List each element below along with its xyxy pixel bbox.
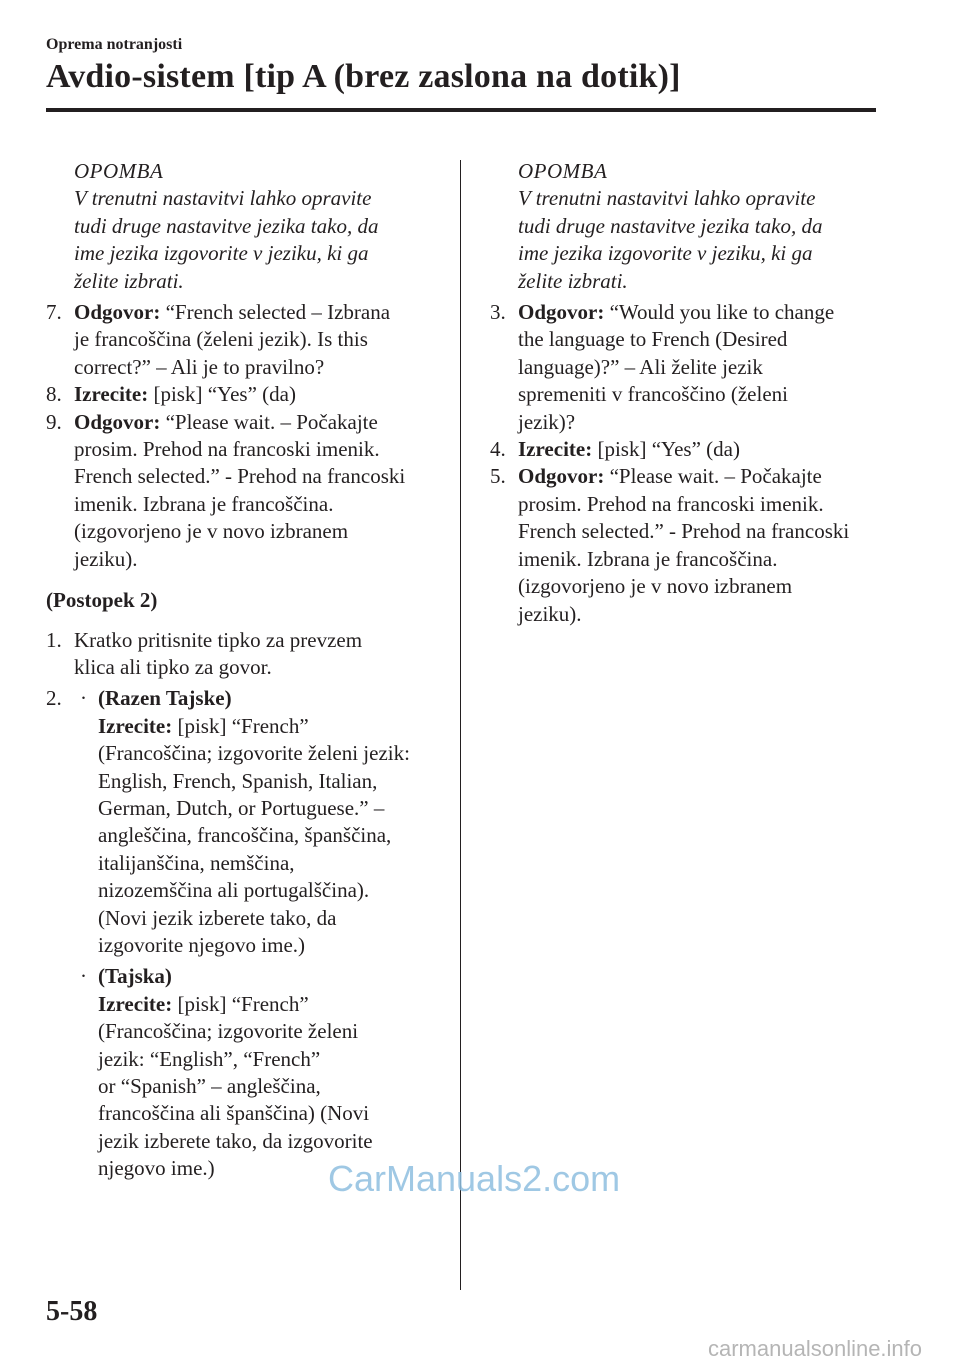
item-line: [pisk] “Yes” (da) <box>597 437 740 462</box>
item-line: prosim. Prehod na francoski imenik. <box>74 437 380 462</box>
note-text <box>490 185 890 295</box>
procedure-heading-text: (Postopek 2) <box>46 588 158 613</box>
bullet-line: German, Dutch, or Portuguese.” – <box>98 795 385 820</box>
item-line: correct?” – Ali je to pravilno? <box>74 354 325 379</box>
item-number: 7. <box>46 300 62 325</box>
item-keyword: Odgovor: <box>518 464 605 489</box>
item-line: (izgovorjeno je v novo izbranem <box>518 574 793 599</box>
step-line: klica ali tipko za govor. <box>74 654 272 679</box>
item-number: 3. <box>490 300 506 325</box>
watermark-footer: carmanualsonline.info <box>708 1336 923 1361</box>
bullet-line: njegovo ime.) <box>98 1156 215 1181</box>
item-line: language)?” – Ali želite jezik <box>518 354 763 379</box>
page-title: Avdio-sistem [tip A (brez zaslona na dotik)] <box>46 58 681 95</box>
right-column <box>490 158 890 628</box>
bullet-mark: · <box>80 964 87 989</box>
item-line: the language to French (Desired <box>518 327 788 352</box>
note-line: V trenutni nastavitvi lahko opravite <box>74 186 372 211</box>
list-item-7 <box>46 299 446 381</box>
note-heading: OPOMBA <box>74 159 164 183</box>
item-line: “Would you like to change <box>609 300 835 325</box>
item-line: “French selected – Izbrana <box>165 300 391 325</box>
step-number: 2. <box>46 686 62 711</box>
bullet-line: (Novi jezik izberete tako, da <box>98 905 337 930</box>
item-line: imenik. Izbrana je francoščina. <box>518 546 778 571</box>
item-line: [pisk] “Yes” (da) <box>153 382 296 407</box>
bullet-line: English, French, Spanish, Italian, <box>98 768 378 793</box>
bullet-line: angleščina, francoščina, španščina, <box>98 823 392 848</box>
item-keyword: Izrecite: <box>74 382 149 407</box>
bullet-line: [pisk] “French” <box>177 991 309 1016</box>
list-item-9 <box>46 409 446 573</box>
item-number: 8. <box>46 382 62 407</box>
list-item-4 <box>490 436 890 463</box>
note-line: ime jezika izgovorite v jeziku, ki ga <box>518 241 813 266</box>
item-number: 9. <box>46 409 62 434</box>
bullet-keyword: Izrecite: <box>98 991 173 1016</box>
item-line: French selected.” - Prehod na francoski <box>518 519 850 544</box>
item-line: imenik. Izbrana je francoščina. <box>74 491 334 516</box>
item-line: French selected.” - Prehod na francoski <box>74 464 406 489</box>
item-keyword: Odgovor: <box>74 300 161 325</box>
title-rule <box>46 108 876 112</box>
item-line: jeziku). <box>74 546 138 571</box>
step-number: 1. <box>46 627 62 652</box>
bullet-line: italijanščina, nemščina, <box>98 850 295 875</box>
item-line: jeziku). <box>518 601 582 626</box>
step-2-bullet-a <box>46 685 446 959</box>
bullet-line: nizozemščina ali portugalščina). <box>98 878 370 903</box>
column-divider <box>460 160 461 1290</box>
item-line: “Please wait. – Počakajte <box>609 464 822 489</box>
bullet-line: izgovorite njegovo ime.) <box>98 932 306 957</box>
bullet-line: [pisk] “French” <box>177 713 309 738</box>
step-2-bullet-b <box>46 963 446 1182</box>
item-keyword: Izrecite: <box>518 437 593 462</box>
list-item-8 <box>46 381 446 408</box>
procedure-heading <box>46 587 446 614</box>
bullet-line: (Francoščina; izgovorite želeni jezik: <box>98 741 410 766</box>
item-line: je francoščina (želeni jezik). Is this <box>74 327 368 352</box>
bullet-heading: (Tajska) <box>98 964 172 989</box>
note-line: V trenutni nastavitvi lahko opravite <box>518 186 816 211</box>
note-line: želite izbrati. <box>518 268 628 293</box>
bullet-mark: · <box>80 686 87 711</box>
watermark-logo: CarManuals2.com <box>328 1158 621 1199</box>
bullet-line: jezik: “English”, “French” <box>98 1046 321 1071</box>
bullet-line: francoščina ali španščina) (Novi <box>98 1101 370 1126</box>
item-line: spremeniti v francoščino (želeni <box>518 382 788 407</box>
list-item-3 <box>490 299 890 436</box>
item-line: “Please wait. – Počakajte <box>165 409 378 434</box>
section-label: Oprema notranjosti <box>46 36 183 53</box>
item-line: prosim. Prehod na francoski imenik. <box>518 491 824 516</box>
item-keyword: Odgovor: <box>518 300 605 325</box>
page-number: 5-58 <box>46 1296 98 1327</box>
item-number: 4. <box>490 437 506 462</box>
bullet-heading: (Razen Tajske) <box>98 686 232 711</box>
bullet-line: jezik izberete tako, da izgovorite <box>98 1128 373 1153</box>
step-1 <box>46 627 446 682</box>
bullet-line: or “Spanish” – angleščina, <box>98 1074 321 1098</box>
bullet-keyword: Izrecite: <box>98 713 173 738</box>
note-line: ime jezika izgovorite v jeziku, ki ga <box>74 241 369 266</box>
item-line: (izgovorjeno je v novo izbranem <box>74 519 349 544</box>
note-line: želite izbrati. <box>74 268 184 293</box>
item-keyword: Odgovor: <box>74 409 161 434</box>
note-line: tudi druge nastavitve jezika tako, da <box>74 213 379 238</box>
left-column <box>46 158 446 1183</box>
item-line: jezik)? <box>518 409 576 434</box>
note-line: tudi druge nastavitve jezika tako, da <box>518 213 823 238</box>
list-item-5 <box>490 463 890 627</box>
step-line: Kratko pritisnite tipko za prevzem <box>74 627 363 652</box>
item-number: 5. <box>490 464 506 489</box>
note-text <box>46 185 446 295</box>
note-heading: OPOMBA <box>518 159 608 183</box>
bullet-line: (Francoščina; izgovorite želeni <box>98 1019 359 1044</box>
